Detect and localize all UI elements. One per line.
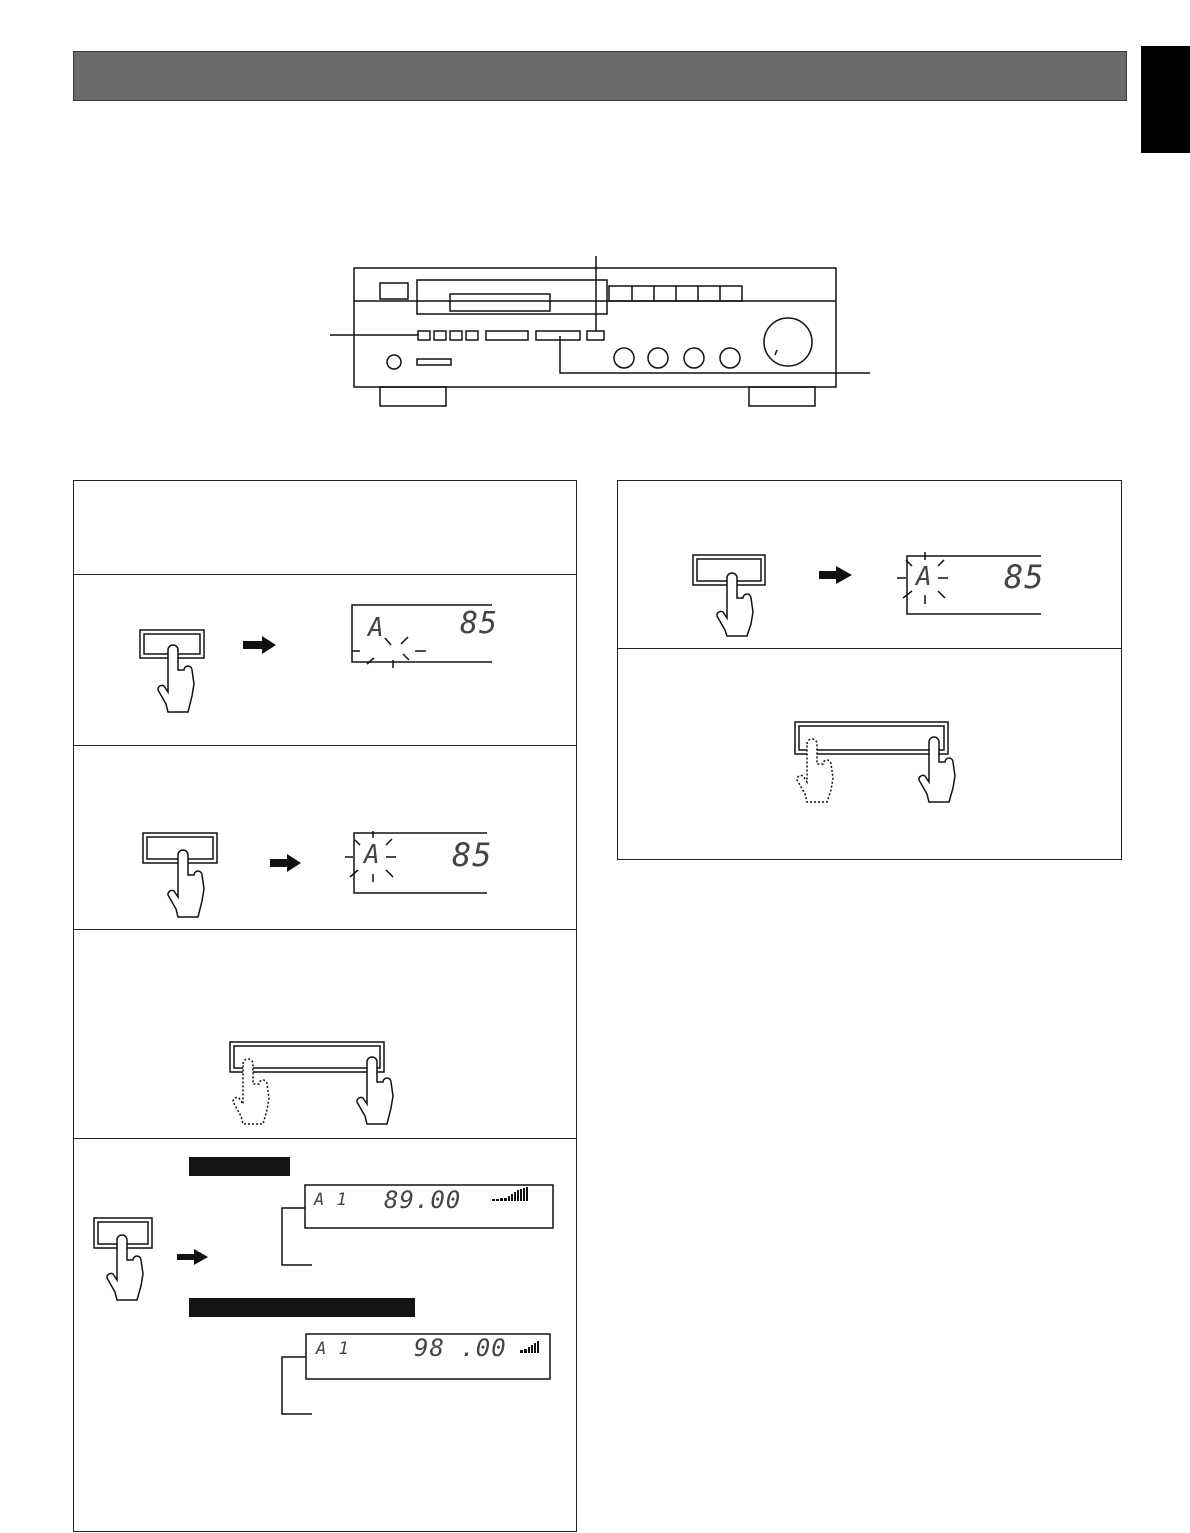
display-frequency: 89.00 [384,1186,462,1214]
label-bar [189,1157,290,1176]
hand-press-icon [168,850,204,917]
hand-press-icon [919,737,955,802]
display-station-indicator: A [364,840,381,870]
display-frequency: 85 [1004,558,1045,596]
display-frequency: 85 [460,606,499,641]
hand-press-icon [357,1057,393,1124]
flash-rays-icon [352,637,426,668]
hand-press-dotted-icon [797,739,833,802]
display-station-indicator: A [368,613,385,643]
arrow-right-icon [177,1249,208,1265]
arrow-right-icon [270,854,301,872]
signal-meter-icon [520,1341,539,1353]
display-frequency: 98 .00 [414,1334,507,1362]
hand-press-icon [717,573,753,636]
display-preset: A 1 [316,1339,350,1359]
display-station-indicator: A [916,562,933,592]
signal-meter-icon [492,1187,528,1201]
arrow-right-icon [243,636,276,654]
label-bar [189,1298,415,1317]
display-preset: A 1 [314,1190,348,1210]
hand-press-icon [158,645,194,712]
arrow-right-icon [819,566,852,584]
display-frequency: 85 [452,836,493,874]
